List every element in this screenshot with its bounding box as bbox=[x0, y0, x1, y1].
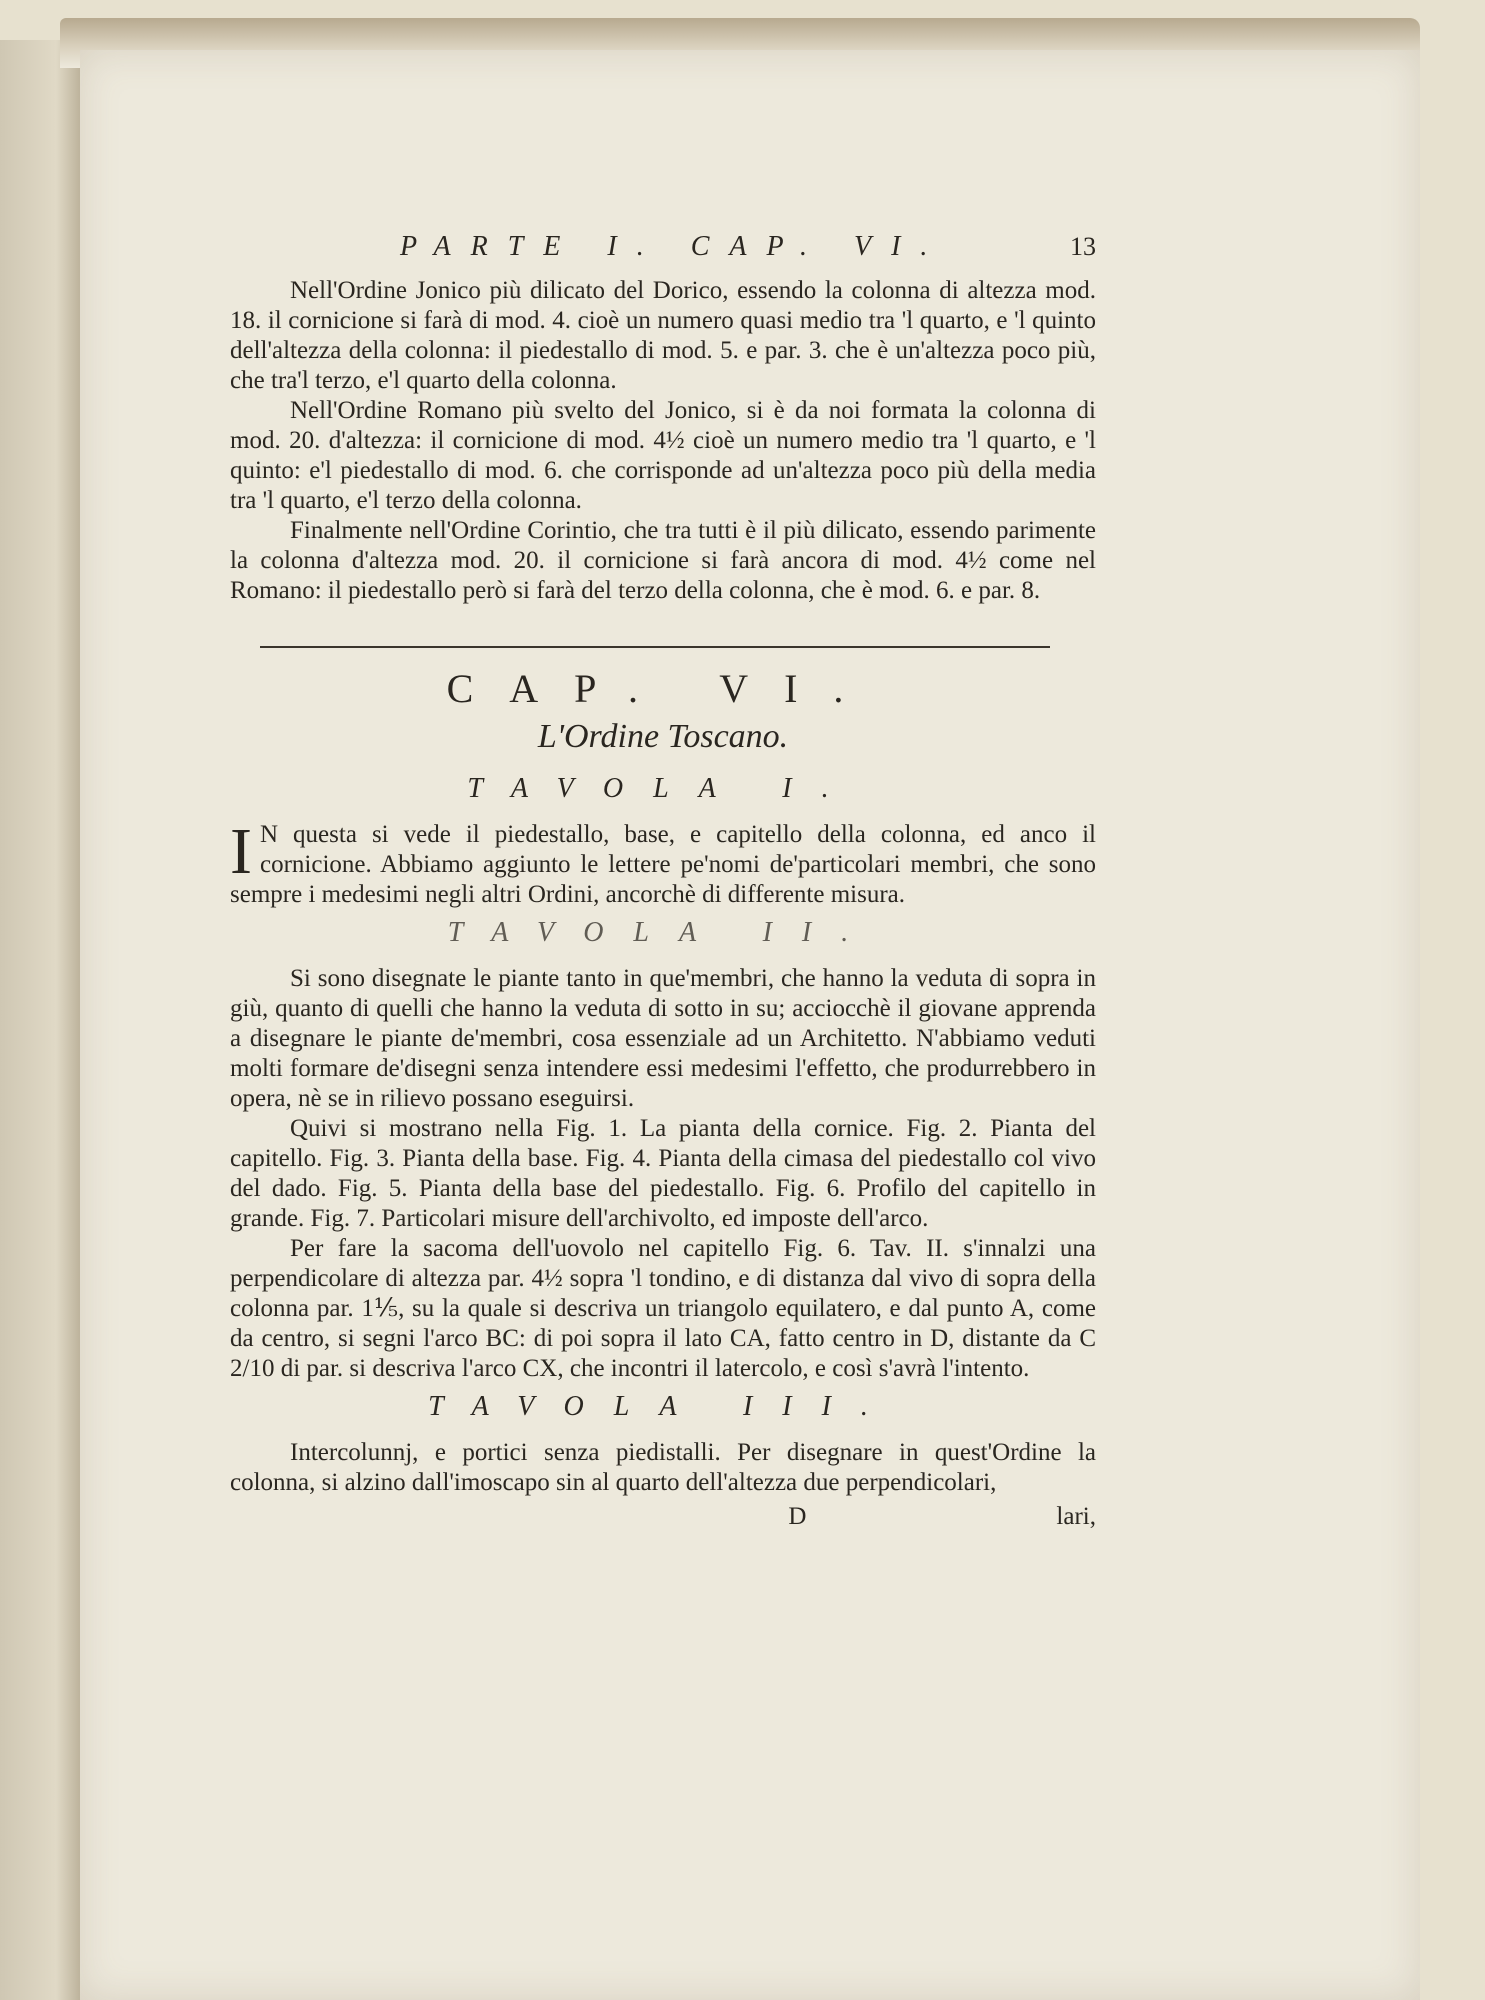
section-divider bbox=[260, 646, 1050, 648]
paragraph-romano: Nell'Ordine Romano più svelto del Jonico, si è da noi formata la colonna di mod. 20. d'altezza: il cornicione di mod. 4½ cioè un numero medio tra 'l quarto, e 'l quinto: e'l piedestallo di mod. 6. che corrisponde ad un'altezza poco più della media tra 'l quarto, e'l terzo della colonna. bbox=[230, 397, 1096, 514]
tavola-3-paragraph: Intercolunnj, e portici senza piedistalli. Per disegnare in quest'Ordine la colonna, si alzino dall'imoscapo sin al quarto dell'altezza due perpendicolari, bbox=[230, 1439, 1096, 1496]
facing-page-edge bbox=[0, 40, 80, 2000]
chapter-title: L'Ordine Toscano. bbox=[537, 718, 789, 755]
tavola-1-body: N questa si vede il piedestallo, base, e capitello della colonna, ed anco il cornicione. Abbiamo aggiunto le lettere pe'nomi de'particolari membri, che sono sempre i medesimi negli altri Ordini, ancorchè di differente misura. bbox=[230, 821, 1096, 908]
chapter-heading: CAP. VI. bbox=[446, 666, 880, 711]
tavola-1-text bbox=[230, 815, 1096, 910]
catchword: lari, bbox=[1056, 1503, 1096, 1530]
running-head-title: PARTE I. CAP. VI. bbox=[400, 231, 948, 262]
tavola-3-heading: TAVOLA III. bbox=[428, 1391, 898, 1422]
tavola-2-heading: TAVOLA II. bbox=[447, 917, 879, 948]
signature-mark: D bbox=[788, 1503, 807, 1530]
paragraph-jonico: Nell'Ordine Jonico più dilicato del Dorico, essendo la colonna di altezza mod. 18. il cornicione si farà di mod. 4. cioè un numero quasi medio tra 'l quarto, e 'l quinto dell'altezza della colonna: il piedestallo di mod. 5. e par. 3. che è un'altezza poco più, che tra'l terzo, e'l quarto della colonna. bbox=[230, 277, 1096, 394]
tavola-2-paragraph-2: Quivi si mostrano nella Fig. 1. La pianta della cornice. Fig. 2. Pianta del capitello. Fig. 3. Pianta della base. Fig. 4. Pianta della cimasa del piedestallo col vivo del dado. Fig. 5. Pianta della base del piedestallo. Fig. 6. Profilo del capitello in grande. Fig. 7. Particolari misure dell'archivolto, ed imposte dell'arco. bbox=[230, 1115, 1096, 1232]
tavola-2-paragraph-3: Per fare la sacoma dell'uovolo nel capitello Fig. 6. Tav. II. s'innalzi una perpendicolare di altezza par. 4½ sopra 'l tondino, e di distanza dal vivo di sopra della colonna par. 1⅕, su la quale si descriva un triangolo equilatero, e dal punto A, come da centro, si segni l'arco BC: di poi sopra il lato CA, fatto centro in D, distante da C 2/10 di par. si descriva l'arco CX, che incontri il latercolo, e così s'avrà l'intento. bbox=[230, 1235, 1096, 1382]
page-number: 13 bbox=[1070, 232, 1096, 261]
paragraph-corintio: Finalmente nell'Ordine Corintio, che tra tutti è il più dilicato, essendo parimente la colonna d'altezza mod. 20. il cornicione si farà ancora di mod. 4½ come nel Romano: il piedestallo però si farà del terzo della colonna, che è mod. 6. e par. 8. bbox=[230, 517, 1096, 604]
tavola-2-paragraph-1: Si sono disegnate le piante tanto in que'membri, che hanno la veduta di sopra in giù, quanto di quelli che hanno la veduta di sotto in su; acciocchè il giovane apprenda a disegnare le piante de'membri, cosa essenziale ad un Architetto. N'abbiamo veduti molti formare de'disegni senza intendere essi medesimi l'effetto, che produrrebbero in opera, nè se in rilievo possano eseguirsi. bbox=[230, 965, 1096, 1112]
page-footer bbox=[230, 1502, 1096, 1532]
tavola-1-heading: TAVOLA I. bbox=[467, 773, 859, 804]
running-head bbox=[230, 232, 1096, 262]
page-text bbox=[230, 232, 1096, 1532]
drop-cap: I bbox=[230, 815, 252, 888]
